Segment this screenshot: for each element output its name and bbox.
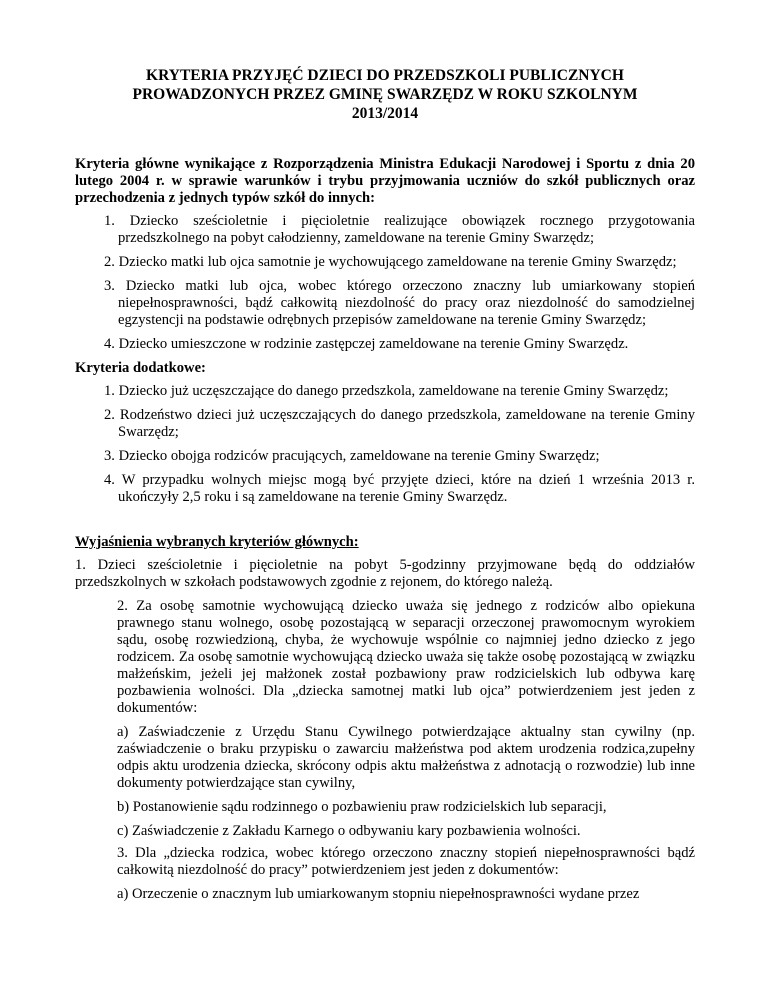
intro-paragraph: Kryteria główne wynikające z Rozporządzenia Ministra Edukacji Narodowej i Sportu z dnia 20 lutego 2004 r. w sprawie warunków i trybu przyjmowania uczniów do szkół publicznych oraz przechodzenia z jednych typów szkół do innych: bbox=[75, 156, 695, 206]
explanation-item-2c: c) Zaświadczenie z Zakładu Karnego o odbywaniu kary pozbawienia wolności. bbox=[117, 823, 581, 839]
list-item: 3. Dziecko matki lub ojca, wobec którego orzeczono znaczny lub umiarkowany stopień niepełnosprawności, bądź całkowitą niezdolność do pracy oraz niezdolność do samodzielnej egzystencji na podstawie odrębnych przepisów zameldowane na terenie Gminy Swarzędz; bbox=[104, 278, 695, 328]
explanation-item-2b: b) Postanowienie sądu rodzinnego o pozbawieniu praw rodzicielskich lub separacji, bbox=[117, 799, 607, 815]
list-item: 3. Dziecko obojga rodziców pracujących, zameldowane na terenie Gminy Swarzędz; bbox=[104, 448, 600, 464]
list-item: 4. W przypadku wolnych miejsc mogą być przyjęte dzieci, które na dzień 1 września 2013 r. ukończyły 2,5 roku i są zameldowane na terenie Gminy Swarzędz. bbox=[104, 472, 695, 505]
list-item: 4. Dziecko umieszczone w rodzinie zastępczej zameldowane na terenie Gminy Swarzędz. bbox=[104, 336, 629, 352]
list-item: 2. Dziecko matki lub ojca samotnie je wychowującego zameldowane na terenie Gminy Swarzędz; bbox=[104, 254, 677, 270]
explanation-paragraph-1: 1. Dzieci sześcioletnie i pięcioletnie na pobyt 5-godzinny przyjmowane będą do oddziałów przedszkolnych w szkołach podstawowych zgodnie z rejonem, do którego należą. bbox=[75, 557, 695, 590]
list-item: 2. Rodzeństwo dzieci już uczęszczających do danego przedszkola, zameldowane na terenie Gminy Swarzędz; bbox=[104, 407, 695, 440]
additional-criteria-list bbox=[75, 383, 695, 506]
document-page bbox=[75, 0, 695, 903]
explanation-paragraph-3: 3. Dla „dziecka rodzica, wobec którego orzeczono znaczny stopień niepełnosprawności bądź całkowitą niezdolność do pracy” potwierdzeniem jest jeden z dokumentów: bbox=[117, 845, 695, 878]
explanations-heading: Wyjaśnienia wybranych kryteriów głównych: bbox=[75, 534, 359, 550]
main-criteria-list bbox=[75, 213, 695, 353]
title-line-1: KRYTERIA PRZYJĘĆ DZIECI DO PRZEDSZKOLI PUBLICZNYCH bbox=[146, 67, 624, 84]
list-item: 1. Dziecko już uczęszczające do danego przedszkola, zameldowane na terenie Gminy Swarzędz; bbox=[104, 383, 669, 399]
explanation-item-3a: a) Orzeczenie o znacznym lub umiarkowanym stopniu niepełnosprawności wydane przez bbox=[117, 886, 640, 902]
title-line-3: 2013/2014 bbox=[351, 105, 419, 122]
document-title bbox=[75, 66, 695, 123]
explanation-item-2a: a) Zaświadczenie z Urzędu Stanu Cywilnego potwierdzające aktualny stan cywilny (np. zaświadczenie o braku przypisku o zawarciu małżeństwa pod aktem urodzenia rodzica,zupełny odpis aktu urodzenia dziecka, skrócony odpis aktu małżeństwa z adnotacją o rozwodzie) lub inne dokumenty potwierdzające stan cywilny, bbox=[117, 724, 695, 791]
title-line-2: PROWADZONYCH PRZEZ GMINĘ SWARZĘDZ W ROKU SZKOLNYM bbox=[132, 86, 638, 103]
explanation-paragraph-2: 2. Za osobę samotnie wychowującą dziecko uważa się jednego z rodziców albo opiekuna prawnego stanu wolnego, osobę pozostającą w separacji orzeczonej prawomocnym wyrokiem sądu, osobę rozwiedzioną, chyba, że wychowuje wspólnie co najmniej jedno dziecko z jego rodzicem. Za osobę samotnie wychowującą dziecko uważa się także osobę pozostającą w związku małżeńskim, jeżeli jej małżonek został pozbawiony praw rodzicielskich lub odbywa karę pozbawienia wolności. Dla „dziecka samotnej matki lub ojca” potwierdzeniem jest jeden z dokumentów: bbox=[117, 598, 695, 716]
additional-criteria-heading: Kryteria dodatkowe: bbox=[75, 360, 206, 376]
list-item: 1. Dziecko sześcioletnie i pięcioletnie realizujące obowiązek rocznego przygotowania przedszkolnego na pobyt całodzienny, zameldowane na terenie Gminy Swarzędz; bbox=[104, 213, 695, 246]
